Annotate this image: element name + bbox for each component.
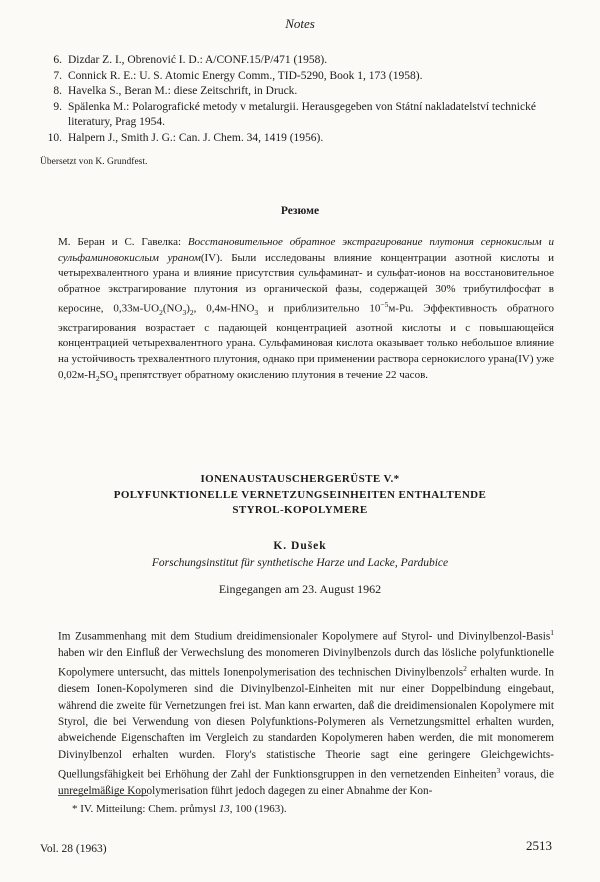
footnote bbox=[72, 803, 287, 815]
article-author: K. Dušek bbox=[273, 540, 327, 552]
reference-number: 10. bbox=[47, 131, 62, 144]
article-title-line: STYROL-KOPOLYMERE bbox=[232, 504, 368, 516]
subscript: 2 bbox=[189, 308, 194, 318]
reference-text: Havelka S., Beran M.: diese Zeitschrift, in Druck. bbox=[68, 85, 298, 97]
subscript: 4 bbox=[113, 373, 118, 383]
reference-item bbox=[40, 84, 570, 100]
running-head: Notes bbox=[285, 16, 315, 31]
reference-text: Halpern J., Smith J. G.: Can. J. Chem. 34, 1419 (1956). bbox=[68, 131, 324, 144]
reference-list bbox=[40, 53, 570, 146]
resume-text: и приблизительно 10 bbox=[258, 303, 381, 316]
reference-text: Spälenka M.: Polarografické metody v metalurgii. Herausgegeben von Státní nakladatelství technické literatury, Prag 1954. bbox=[68, 100, 536, 128]
body-text: erhalten wurde. In diesem Ionen-Kopolymeren sind die Divinylbenzol-Einheiten mit nur einer Doppelbindung eingebaut, während die zweite für Vernetzungen frei ist. Man kann erwarten, daß die dreidimensionalen Kopolymere mit Styrol, die bei Verwendung von diesen Polyfunktions-Polymeren als Vernetzungsmittel erhalten wurden, abweichende Eigenschaften im Vergleich zu standarden Kopolymeren haben werden, die mit monomerem Divinylbenzol erhalten wurden. Flory's statistische Theorie sagt eine geringere Gleichgewichts-Quellungsfähigkeit bei Erhöhung der Zahl der Funktionsgruppen in den vernetzenden Einheiten bbox=[58, 667, 554, 781]
reference-number: 8. bbox=[53, 85, 62, 97]
resume-title-italic: Восстановительное обратное экстрагирование плутония сернокислым и сульфаминовокислым ураном bbox=[58, 236, 555, 264]
article-title-line: IONENAUSTAUSCHERGERÜSTE V.* bbox=[200, 473, 400, 485]
resume-text: , 0,4м-HNO bbox=[193, 303, 255, 316]
received-date: Eingegangen am 23. August 1962 bbox=[218, 582, 382, 596]
translator-note: Übersetzt von K. Grundfest. bbox=[40, 157, 148, 167]
volume-line: Vol. 28 (1963) bbox=[40, 843, 107, 855]
footnote-volume: 13 bbox=[218, 803, 230, 815]
reference-item bbox=[40, 131, 570, 147]
resume-text: препятствует обратному окислению плутония в течение 22 часов. bbox=[117, 368, 429, 381]
reference-item bbox=[40, 53, 570, 69]
resume-heading: Резюме bbox=[280, 205, 320, 217]
body-text: voraus, die unregelmäßige Kopolymerisation führt jedoch dagegen zu einer Abnahme der Kon- bbox=[58, 768, 554, 797]
citation-ref: 1 bbox=[550, 628, 554, 637]
subscript: 3 bbox=[254, 308, 259, 318]
reference-text: Dizdar Z. I., Obrenović I. D.: A/CONF.15/P/471 (1958). bbox=[68, 54, 328, 66]
resume-text: м-Pu. Эффективность обратного экстрагирования возрастает с падающей концентрацией азотной кислоты и с повышающейся концентрацией четырехвалентного урана. Сульфаминовая кислота оказывает только небольшое влияние на устойчивость трехвалентного плутония, однако при применении раствора сернокислого урана(IV) уже 0,02м-H bbox=[58, 303, 554, 381]
footnote-text: * IV. Mitteilung: Chem. průmysl bbox=[72, 803, 219, 815]
subscript: 2 bbox=[159, 308, 163, 318]
page-number: 2513 bbox=[526, 838, 552, 853]
resume-text: ) bbox=[186, 303, 190, 316]
subscript: 3 bbox=[182, 308, 187, 318]
article-body bbox=[58, 625, 554, 799]
body-text: haben wir den Einfluß der Verwechslung des monomeren Divinylbenzols durch das lösliche polyfunktionelle Kopolymere untersucht, das mittels Ionenpolymerisation des technischen Divinylbenzols bbox=[58, 647, 554, 680]
resume-text: (IV). bbox=[200, 251, 223, 264]
footnote-text: , 100 (1963). bbox=[229, 803, 287, 815]
citation-ref: 2 bbox=[463, 664, 467, 674]
resume-text: (NO bbox=[162, 303, 183, 316]
resume-text: Были исследованы влияние концентрации азотной кислоты и четырехвалентного урана и влияние присутствия сульфаминат- и сульфат-ионов на восстановительное обратное экстрагирование плутония из органической фазы, содержащей 30% трибутилфосфат в керосине, 0,33м-UO bbox=[58, 251, 554, 316]
article-affiliation: Forschungsinstitut für synthetische Harze und Lacke, Pardubice bbox=[151, 557, 449, 569]
subscript: 2 bbox=[95, 373, 100, 383]
footnote-divider bbox=[58, 795, 148, 796]
reference-number: 7. bbox=[53, 69, 62, 82]
reference-text: Connick R. E.: U. S. Atomic Energy Comm., TID-5290, Book 1, 173 (1958). bbox=[68, 69, 423, 82]
reference-item bbox=[40, 69, 570, 85]
resume-text: SO bbox=[99, 368, 114, 381]
article-title bbox=[0, 472, 600, 519]
reference-item bbox=[40, 100, 570, 131]
article-title-line: POLYFUNKTIONELLE VERNETZUNGSEINHEITEN ENTHALTENDE bbox=[113, 488, 487, 501]
resume-abstract bbox=[58, 235, 554, 386]
resume-authors: М. Беран и С. Гавелка: bbox=[58, 236, 182, 248]
body-text: Im Zusammenhang mit dem Studium dreidimensionaler Kopolymere auf Styrol- und Divinylbenzol-Basis bbox=[58, 630, 551, 643]
citation-ref: 3 bbox=[496, 765, 501, 775]
reference-number: 9. bbox=[53, 100, 62, 113]
reference-number: 6. bbox=[53, 54, 62, 66]
superscript: −5 bbox=[380, 300, 389, 310]
